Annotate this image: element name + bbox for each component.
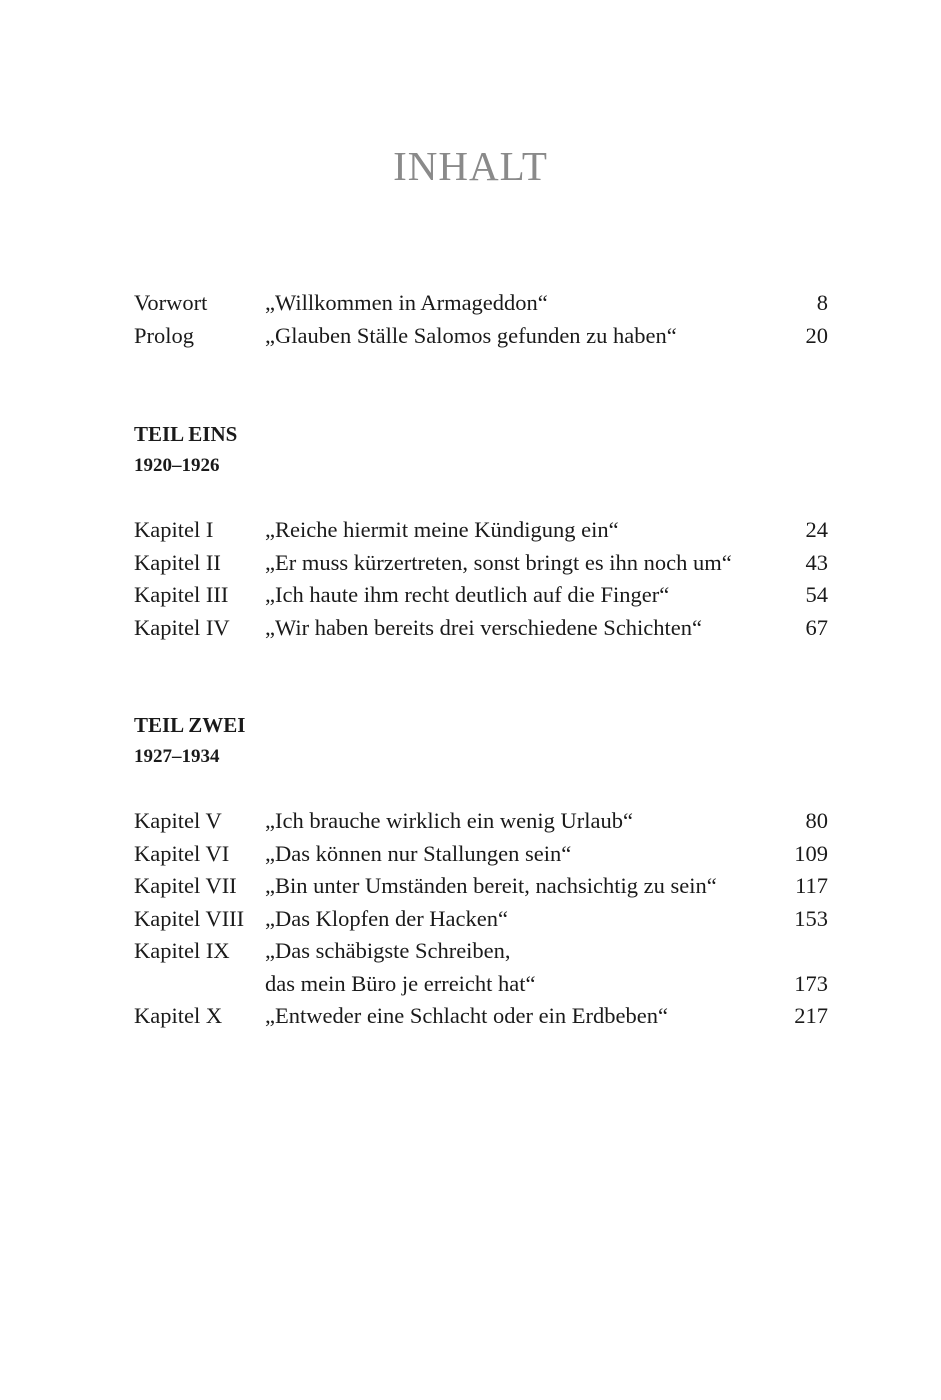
entry-page-number: 43 [805,549,828,575]
toc-entry-kapitel-2[interactable] [134,547,828,580]
entry-page-number: 67 [805,614,828,640]
toc-entry-kapitel-8[interactable] [134,903,828,936]
toc-entry-kapitel-10[interactable] [134,1000,828,1033]
part-one-header [134,418,828,482]
toc-entry-kapitel-4[interactable] [134,612,828,645]
entry-page-number: 117 [795,873,828,898]
entry-label: Kapitel VIII [134,905,245,931]
front-matter [134,287,828,352]
entry-title-line2: das mein Büro je erreicht hat“ [265,970,536,996]
entry-label: Kapitel VII [134,873,237,898]
entry-title: „Er muss kürzertreten, sonst bringt es ihn noch um“ [265,549,732,575]
entry-label: Kapitel III [134,582,229,607]
entry-title: „Entweder eine Schlacht oder ein Erdbeben“ [265,1003,668,1028]
toc-entry-kapitel-7[interactable] [134,870,828,903]
part-heading: TEIL EINS [134,422,238,446]
entry-title: „Reiche hiermit meine Kündigung ein“ [265,517,619,542]
page-title: INHALT [393,143,548,189]
entry-page-number: 80 [805,808,828,833]
part-heading: TEIL ZWEI [134,713,246,737]
entry-title: „Ich haute ihm recht deutlich auf die Finger“ [265,582,670,607]
entry-label: Kapitel II [134,549,221,575]
entry-title: „Das schäbigste Schreiben, [265,938,511,963]
toc-entry-kapitel-5[interactable] [134,805,828,838]
toc-entry-kapitel-9-continued[interactable] [134,968,828,1001]
entry-page-number: 20 [805,322,828,348]
entry-page-number: 153 [794,905,828,931]
entry-title: „Ich brauche wirklich ein wenig Urlaub“ [265,808,633,833]
toc-entry-prolog[interactable] [134,320,828,353]
entry-title: „Willkommen in Armageddon“ [265,290,548,315]
toc-entry-kapitel-1[interactable] [134,514,828,547]
entry-page-number: 8 [816,290,828,315]
entry-label: Kapitel VI [134,840,230,866]
part-one-chapters [134,514,828,644]
toc-entry-vorwort[interactable] [134,287,828,320]
entry-label: Vorwort [134,290,208,315]
entry-title: „Bin unter Umständen bereit, nachsichtig zu sein“ [265,873,717,898]
part-two-chapters [134,805,828,1033]
part-years: 1927–1934 [134,746,220,767]
entry-page-number: 173 [794,970,828,996]
part-years: 1920–1926 [134,455,220,476]
toc-entry-kapitel-3[interactable] [134,579,828,612]
entry-label: Kapitel I [134,517,214,542]
entry-page-number: 217 [794,1003,828,1028]
entry-label: Prolog [134,322,195,348]
entry-label: Kapitel V [134,808,222,833]
part-two-header [134,709,828,773]
entry-title: „Das Klopfen der Hacken“ [265,905,509,931]
toc-entry-kapitel-9[interactable] [134,935,828,968]
entry-page-number: 24 [805,517,828,542]
entry-title: „Glauben Ställe Salomos gefunden zu haben“ [265,322,677,348]
toc-entry-kapitel-6[interactable] [134,838,828,871]
entry-page-number: 109 [794,840,828,866]
entry-title: „Das können nur Stallungen sein“ [265,840,572,866]
entry-title: „Wir haben bereits drei verschiedene Schichten“ [265,614,703,640]
entry-page-number: 54 [805,582,828,607]
entry-label: Kapitel IX [134,938,230,963]
entry-label: Kapitel X [134,1003,223,1028]
entry-label: Kapitel IV [134,614,230,640]
